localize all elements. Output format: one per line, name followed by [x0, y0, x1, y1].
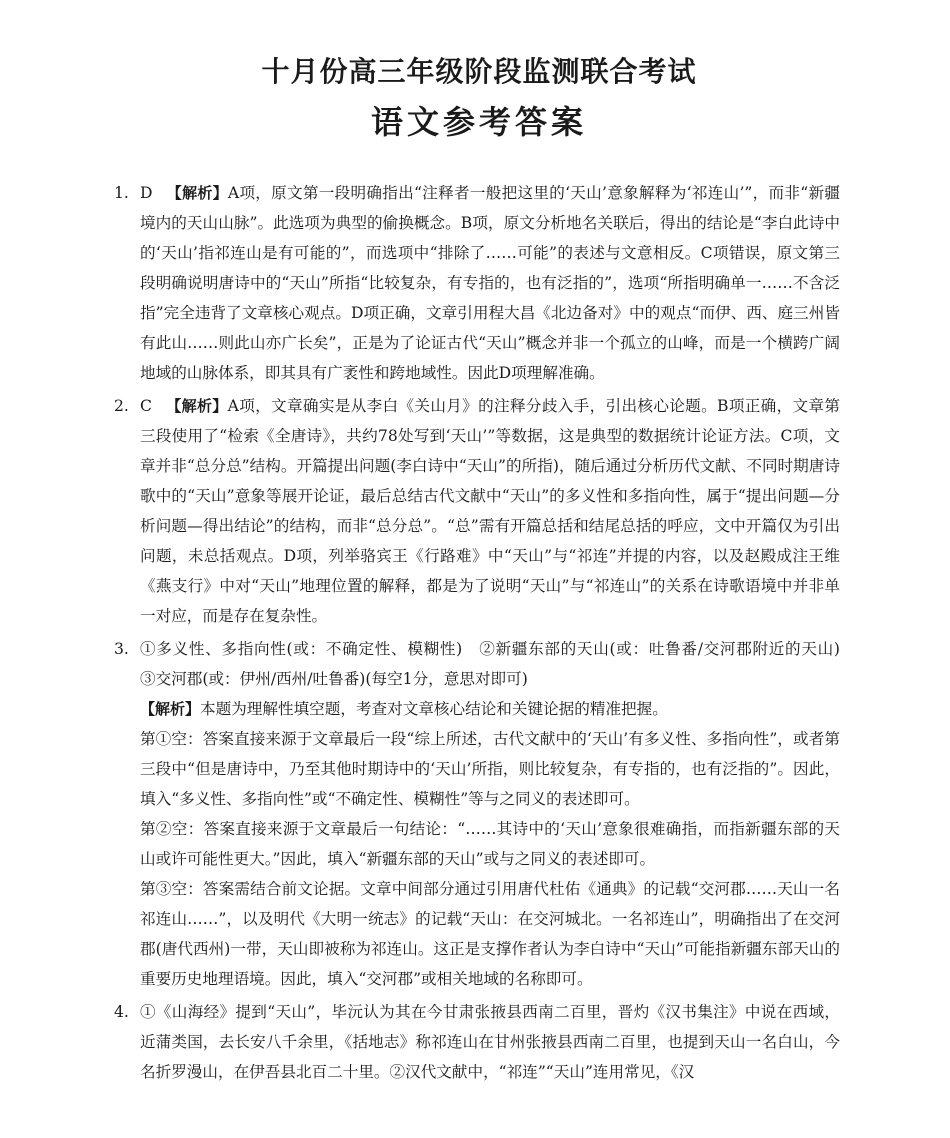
- question-4: [114, 997, 840, 1087]
- analysis-paragraph-1: 第①空：答案直接来源于文章最后一段“综上所述，古代文献中的‘天山’有多义性、多指向性”，或者第三段中“但是唐诗中，乃至其他时期诗中的‘天山’所指，则比较复杂，有专指的，也有泛指的”。因此，填入“多义性、多指向性”或“不确定性、模糊性”等与之同义的表述即可。: [140, 730, 840, 808]
- answer-choice: D: [140, 184, 153, 202]
- analysis-paragraph-3: 第③空：答案需结合前文论据。文章中间部分通过引用唐代杜佑《通典》的记载“交河郡……天山一名祁连山……”，以及明代《大明一统志》的记载“天山：在交河城北。一名祁连山”，明确指出了在交河郡(唐代西州)一带，天山即被称为祁连山。这正是支撑作者认为李白诗中“天山”可能指新疆东部天山的重要历史地理语境。因此，填入“交河郡”或相关地域的名称即可。: [140, 880, 840, 988]
- question-1: [114, 178, 840, 388]
- answer-key-subtitle: 语文参考答案: [370, 103, 587, 141]
- analysis-intro: 本题为理解性填空题，考查对文章核心结论和关键论据的精准把握。: [200, 700, 668, 718]
- analysis-tag: 【解析】: [140, 700, 201, 718]
- answer-text: ①《山海经》提到“天山”，毕沅认为其在今甘肃张掖县西南二百里，晋灼《汉书集注》中说在西域，近蒲类国，去长安八千余里，《括地志》称祁连山在甘州张掖县西南二百里，也提到天山一名白山，今名折罗漫山，在伊吾县北百二十里。②汉代文献中，“祁连”“天山”连用常见，《汉: [140, 1003, 840, 1081]
- answer-content: [114, 178, 856, 1087]
- question-number: 3.: [114, 640, 129, 658]
- analysis-text: A项，文章确实是从李白《关山月》的注释分歧入手，引出核心论题。B项正确，文章第三段使用了“检索《全唐诗》，共约78处写到‘天山’”等数据，这是典型的数据统计论证方法。C项，文章并非“总分总”结构。开篇提出问题(李白诗中“天山”的所指)，随后通过分析历代文献、不同时期唐诗歌中的“天山”意象等展开论证，最后总结古代文献中“天山”的多义性和多指向性，属于“提出问题—分析问题—得出结论”的结构，而非“总分总”。“总”需有开篇总括和结尾总括的呼应，文中开篇仅为引出问题，未总括观点。D项，列举骆宾王《行路难》中“天山”与“祁连”并提的内容，以及赵殿成注王维《燕支行》中对“天山”地理位置的解释，都是为了说明“天山”与“祁连山”的关系在诗歌语境中并非单一对应，而是存在复杂性。: [140, 397, 840, 625]
- question-number: 2.: [114, 397, 129, 415]
- question-number: 4.: [114, 1003, 129, 1021]
- analysis-paragraph-2: 第②空：答案直接来源于文章最后一句结论：“……其诗中的‘天山’意象很难确指，而指新疆东部的天山或许可能性更大。”因此，填入“新疆东部的天山”或与之同义的表述即可。: [140, 820, 840, 868]
- answer-choice: C: [140, 397, 152, 415]
- analysis-tag: 【解析】: [166, 184, 228, 202]
- question-number: 1.: [114, 184, 129, 202]
- exam-title: 十月份高三年级阶段监测联合考试: [261, 55, 697, 88]
- question-3: [114, 634, 856, 994]
- answer-text: ①多义性、多指向性(或：不确定性、模糊性) ②新疆东部的天山(或：吐鲁番/交河郡附近的天山) ③交河郡(或：伊州/西州/吐鲁番)(每空1分，意思对即可): [140, 640, 856, 688]
- question-2: [114, 391, 840, 631]
- analysis-text: A项，原文第一段明确指出“注释者一般把这里的‘天山’意象解释为‘祁连山’”，而非“新疆境内的天山山脉”。此选项为典型的偷换概念。B项，原文分析地名关联后，得出的结论是“李白此诗中的‘天山’指祁连山是有可能的”，而选项中“排除了……可能”的表述与文意相反。C项错误，原文第三段明确说明唐诗中的“天山”所指“比较复杂，有专指的，也有泛指的”，选项“所指明确单一……不含泛指”完全违背了文章核心观点。D项正确，文章引用程大昌《北边备对》中的观点“而伊、西、庭三州皆有此山……则此山亦广长矣”，正是为了论证古代“天山”概念并非一个孤立的山峰，而是一个横跨广阔地域的山脉体系，即其具有广袤性和跨地域性。因此D项理解准确。: [140, 184, 840, 382]
- analysis-tag: 【解析】: [165, 397, 228, 415]
